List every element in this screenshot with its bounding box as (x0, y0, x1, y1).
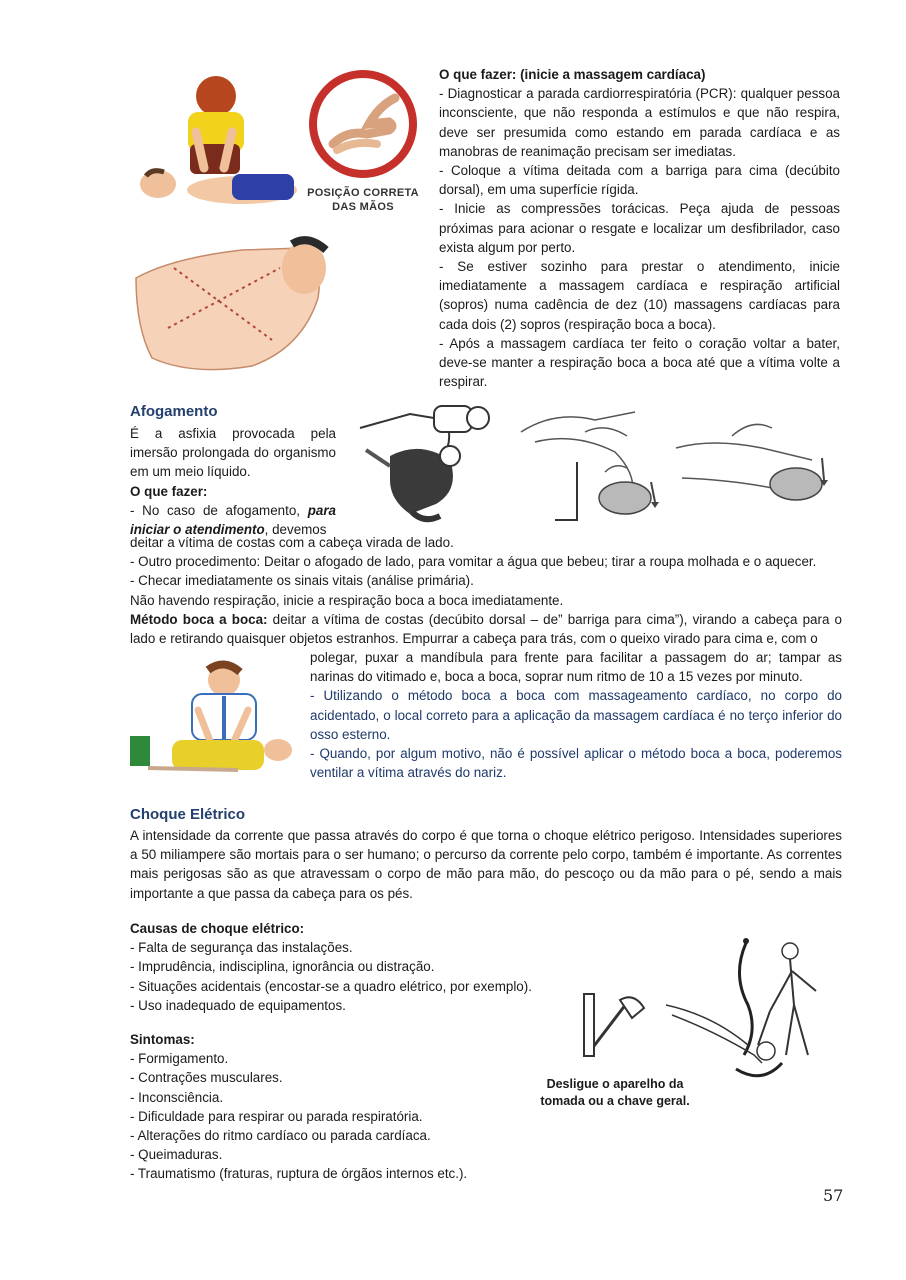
cpr-title: O que fazer: (inicie a massagem cardíaca) (439, 67, 706, 82)
mouth-to-mouth-method: Método boca a boca: deitar a vítima de costas (decúbito dorsal – de” barriga para cima”), virando a cabeça para o lado e retirando quaisquer objetos estranhos. Empurrar a cabeça para trás, com o queixo virado para cima e, com o (130, 611, 842, 647)
cpr-rescuer-illustration (128, 660, 298, 778)
cpr-item: - Inicie as compressões torácicas. Peça ajuda de pessoas próximas para acionar o resgate e localizar um desfibrilador, caso exista algum por perto. (439, 201, 840, 255)
drowning-what-to-do: O que fazer: (130, 483, 208, 499)
cause-item: - Imprudência, indisciplina, ignorância ou distração. (130, 959, 435, 975)
cause-item: - Falta de segurança das instalações. (130, 940, 353, 956)
mouth-to-mouth-method-cont: polegar, puxar a mandíbula para frente para facilitar a passagem do ar; tampar as narinas do vitimado e, boca a boca, soprar num ritmo de 10 a 15 vezes por minuto. (310, 650, 842, 685)
drowning-heading: Afogamento (130, 403, 218, 420)
drowning-rescue-illustration (350, 400, 500, 528)
symptom-item: - Traumatismo (fraturas, ruptura de órgãos internos etc.). (130, 1166, 468, 1182)
cause-item: - Situações acidentais (encostar-se a quadro elétrico, por exemplo). (130, 978, 532, 994)
shock-symptoms (130, 1030, 550, 1184)
drowning-item1: - No caso de afogamento, para iniciar o atendimento, devemos (130, 502, 336, 538)
symptom-item: - Contrações musculares. (130, 1070, 283, 1086)
cpr-compression-illustration (132, 72, 302, 217)
page-number: 57 (823, 1186, 844, 1205)
switch-off-illustration (580, 990, 650, 1066)
drowning-intro: É a asfixia provocada pela imersão prolongada do organismo em um meio líquido. (130, 426, 336, 480)
method-label: Método boca a boca: (130, 611, 268, 627)
hand-position-icon (307, 68, 419, 180)
symptom-item: - Formigamento. (130, 1051, 229, 1067)
drowning-body (130, 533, 842, 648)
shock-caption-line1: Desligue o aparelho da (546, 1077, 684, 1091)
symptom-item: - Alterações do ritmo cardíaco ou parada cardíaca. (130, 1128, 431, 1144)
symptom-item: - Queimaduras. (130, 1147, 223, 1163)
cpr-item: - Após a massagem cardíaca ter feito o coração voltar a bater, deve-se manter a respiração boca a boca até que a vítima volte a respirar. (439, 335, 840, 390)
symptom-item: - Inconsciência. (130, 1089, 224, 1105)
airway-opening-illustration (515, 402, 665, 522)
drowning-item3: - Checar imediatamente os sinais vitais (análise primária). (130, 573, 474, 589)
victim-rescue-with-pole-illustration (662, 935, 834, 1085)
causes-title: Causas de choque elétrico: (130, 921, 305, 936)
cpr-item: - Se estiver sozinho para prestar o atendimento, inicie imediatamente a massagem cardíaca e respiração artificial (sopros) numa cadência de dez (10) massagens cardíacas para cada dois (2) sopros (respiração boca a boca). (439, 259, 840, 332)
shock-figure-caption (520, 1076, 710, 1110)
shock-causes (130, 919, 570, 1015)
symptoms-title: Sintomas: (130, 1032, 195, 1047)
head-tilt-illustration (672, 408, 840, 508)
chest-compression-point-illustration (132, 228, 332, 378)
cpr-item: - Diagnosticar a parada cardiorrespiratória (PCR): qualquer pessoa inconsciente, que não responda a estímulos e que não respira, deve ser presumida como estando em parada cardíaca e as manobras de reanimação precisam ser imediatas. (439, 86, 840, 159)
nose-ventilation-note: - Quando, por algum motivo, não é possível aplicar o método boca a boca, poderemos ventilar a vítima através do nariz. (310, 746, 842, 781)
symptom-item: - Dificuldade para respirar ou parada respiratória. (130, 1108, 423, 1124)
shock-caption-line2: tomada ou a chave geral. (540, 1094, 690, 1108)
drowning-method-cont (310, 648, 842, 782)
hand-position-caption-line2: DAS MÃOS (332, 201, 394, 213)
massage-location-note: - Utilizando o método boca a boca com massageamento cardíaco, no corpo do acidentado, o local correto para a aplicação da massagem cardíaca é no terço inferior do osso esterno. (310, 688, 842, 742)
drowning-item4: Não havendo respiração, inicie a respiração boca a boca imediatamente. (130, 592, 564, 608)
cpr-section (439, 65, 840, 391)
drowning-intro-block (130, 424, 336, 539)
shock-intro: A intensidade da corrente que passa através do corpo é que torna o choque elétrico perigoso. Intensidades superiores a 50 miliampere são mortais para o ser humano; o percurso da corrente pelo corpo, também é importante. As correntes mais perigosas são as que atravessam o corpo de mão para mão, do pescoço ou da mão para o pé, sendo a mais importante a que passa da cabeça para os pés. (130, 828, 842, 901)
cpr-item: - Coloque a vítima deitada com a barriga para cima (decúbito dorsal), em uma superfície rígida. (439, 163, 840, 198)
shock-heading: Choque Elétrico (130, 806, 246, 823)
drowning-item2: - Outro procedimento: Deitar o afogado de lado, para vomitar a água que bebeu; tirar a roupa molhada e o aquecer. (130, 554, 817, 570)
hand-position-caption-line1: POSIÇÃO CORRETA (307, 187, 419, 199)
drowning-item1-cont: deitar a vítima de costas com a cabeça virada de lado. (130, 535, 454, 550)
cause-item: - Uso inadequado de equipamentos. (130, 997, 346, 1013)
